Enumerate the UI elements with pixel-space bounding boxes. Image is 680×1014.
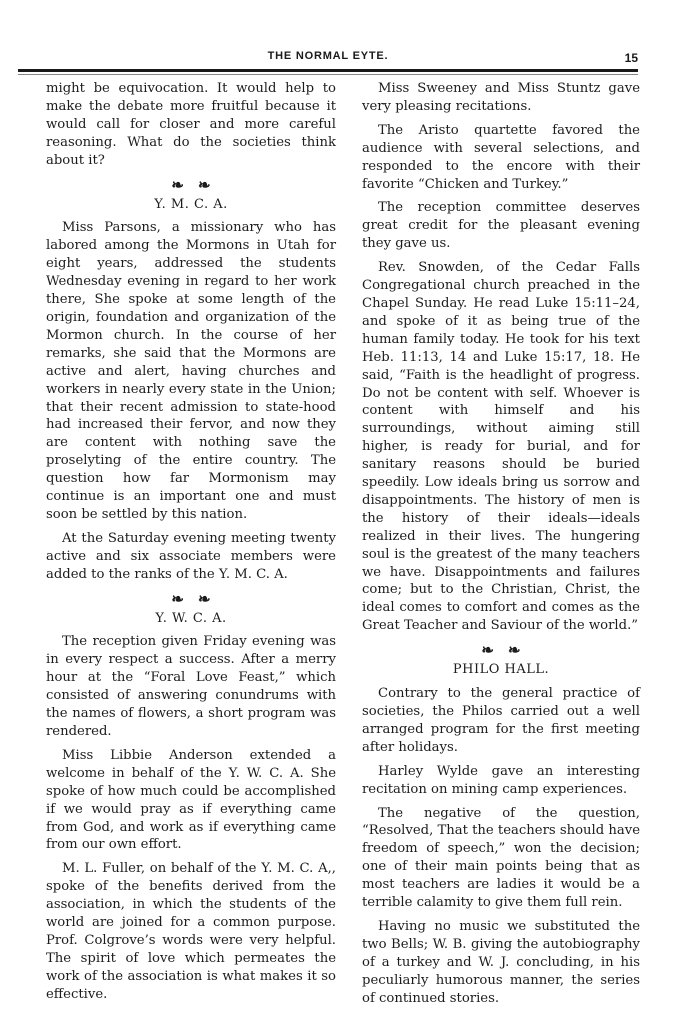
ywca-paragraph: The reception given Friday evening was in every respect a success. After a merry hour at the “Foral Love Feast,” which consisted of answering conundrums with the names of flowers, a short program was rendered. [46,634,336,739]
section-ornament-icon: ❧❧ [171,175,225,194]
publication-title: THE NORMAL EYTE. [267,50,389,62]
article-paragraph: Miss Sweeney and Miss Stuntz gave very pleasing recitations. [362,81,640,114]
section-ornament-icon: ❧❧ [171,589,225,608]
right-column [362,80,640,1014]
section-title-philo-hall: PHILO HALL. [452,662,550,678]
header-rule-thin [18,74,638,75]
article-paragraph: Rev. Snowden, of the Cedar Falls Congregational church preached in the Chapel Sunday. He read Luke 15:11–24, and spoke of it as being true of the human family today. He took for his text Heb. 11:13, 14 and Luke 15:17, 18. He said, “Faith is the headlight of progress. Do not be content with self. Whoever is content with himself and his surroundings, without aiming still higher, is ready for burial, and for sanitary reasons should be buried speedily. Low ideals bring us sorrow and disappointments. The history of men is the history of their ideals—ideals realized in their lives. The hungering soul is the greatest of the many teachers we have. Disappointments and failures come; but to the Christian, Christ, the ideal comes to comfort and comes as the Great Teacher and Saviour of the world.” [362,260,640,634]
philo-paragraph: The negative of the question, “Resolved, That the teachers should have freedom of speech,” won the decision; one of their main points being that as most teachers are ladies it would be a terrible calamity to give them full rein. [362,805,640,911]
section-title-ywca: Y. W. C. A. [155,610,227,626]
continued-paragraph: might be equivocation. It would help to make the debate more fruitful because it would call for closer and more careful reasoning. What do the societies think about it? [46,81,336,168]
left-column [46,80,336,1010]
header-rule-thick [18,69,638,72]
philo-paragraph: Contrary to the general practice of societies, the Philos carried out a well arranged program for the first meeting after holidays. [362,686,640,755]
article-paragraph: The Aristo quartette favored the audience with several selections, and responded to the encore with their favorite “Chicken and Turkey.” [362,122,640,192]
ymca-paragraph: At the Saturday evening meeting twenty active and six associate members were added to the ranks of the Y. M. C. A. [46,530,336,582]
ywca-paragraph: M. L. Fuller, on behalf of the Y. M. C. A,, spoke of the benefits derived from the association, in which the students of the world are joined for a common purpose. Prof. Colgrove’s words were very helpful. The spirit of love which permeates the work of the association is what makes it so effective. [46,861,336,1002]
section-title-ymca: Y. M. C. A. [154,196,228,212]
ywca-paragraph: Miss Libbie Anderson extended a welcome in behalf of the Y. W. C. A. She spoke of how much could be accomplished if we would pray as if everything came from God, and work as if everything came from our own effort. [46,747,336,853]
section-ornament-icon: ❧❧ [481,641,535,660]
philo-paragraph: Harley Wylde gave an interesting recitation on mining camp experiences. [362,763,640,797]
philo-paragraph: Having no music we substituted the two Bells; W. B. giving the autobiography of a turkey and W. J. concluding, in his peculiarly humorous manner, the series of continued stories. [362,918,640,1006]
page-number: 15 [624,51,638,65]
article-paragraph: The reception committee deserves great credit for the pleasant evening they gave us. [362,200,640,252]
ymca-paragraph: Miss Parsons, a missionary who has labored among the Mormons in Utah for eight years, addressed the students Wednesday evening in regard to her work there, She spoke at some length of the origin, foundation and organization of the Mormon church. In the course of her remarks, she said that the Mormons are active and alert, having churches and workers in nearly every state in the Union; that their recent admission to state-hood had increased their fervor, and now they are content with nothing save the proselyting of the entire country. The question how far Mormonism may continue is an important one and must soon be settled by this nation. [46,220,336,522]
page-header [18,44,638,72]
